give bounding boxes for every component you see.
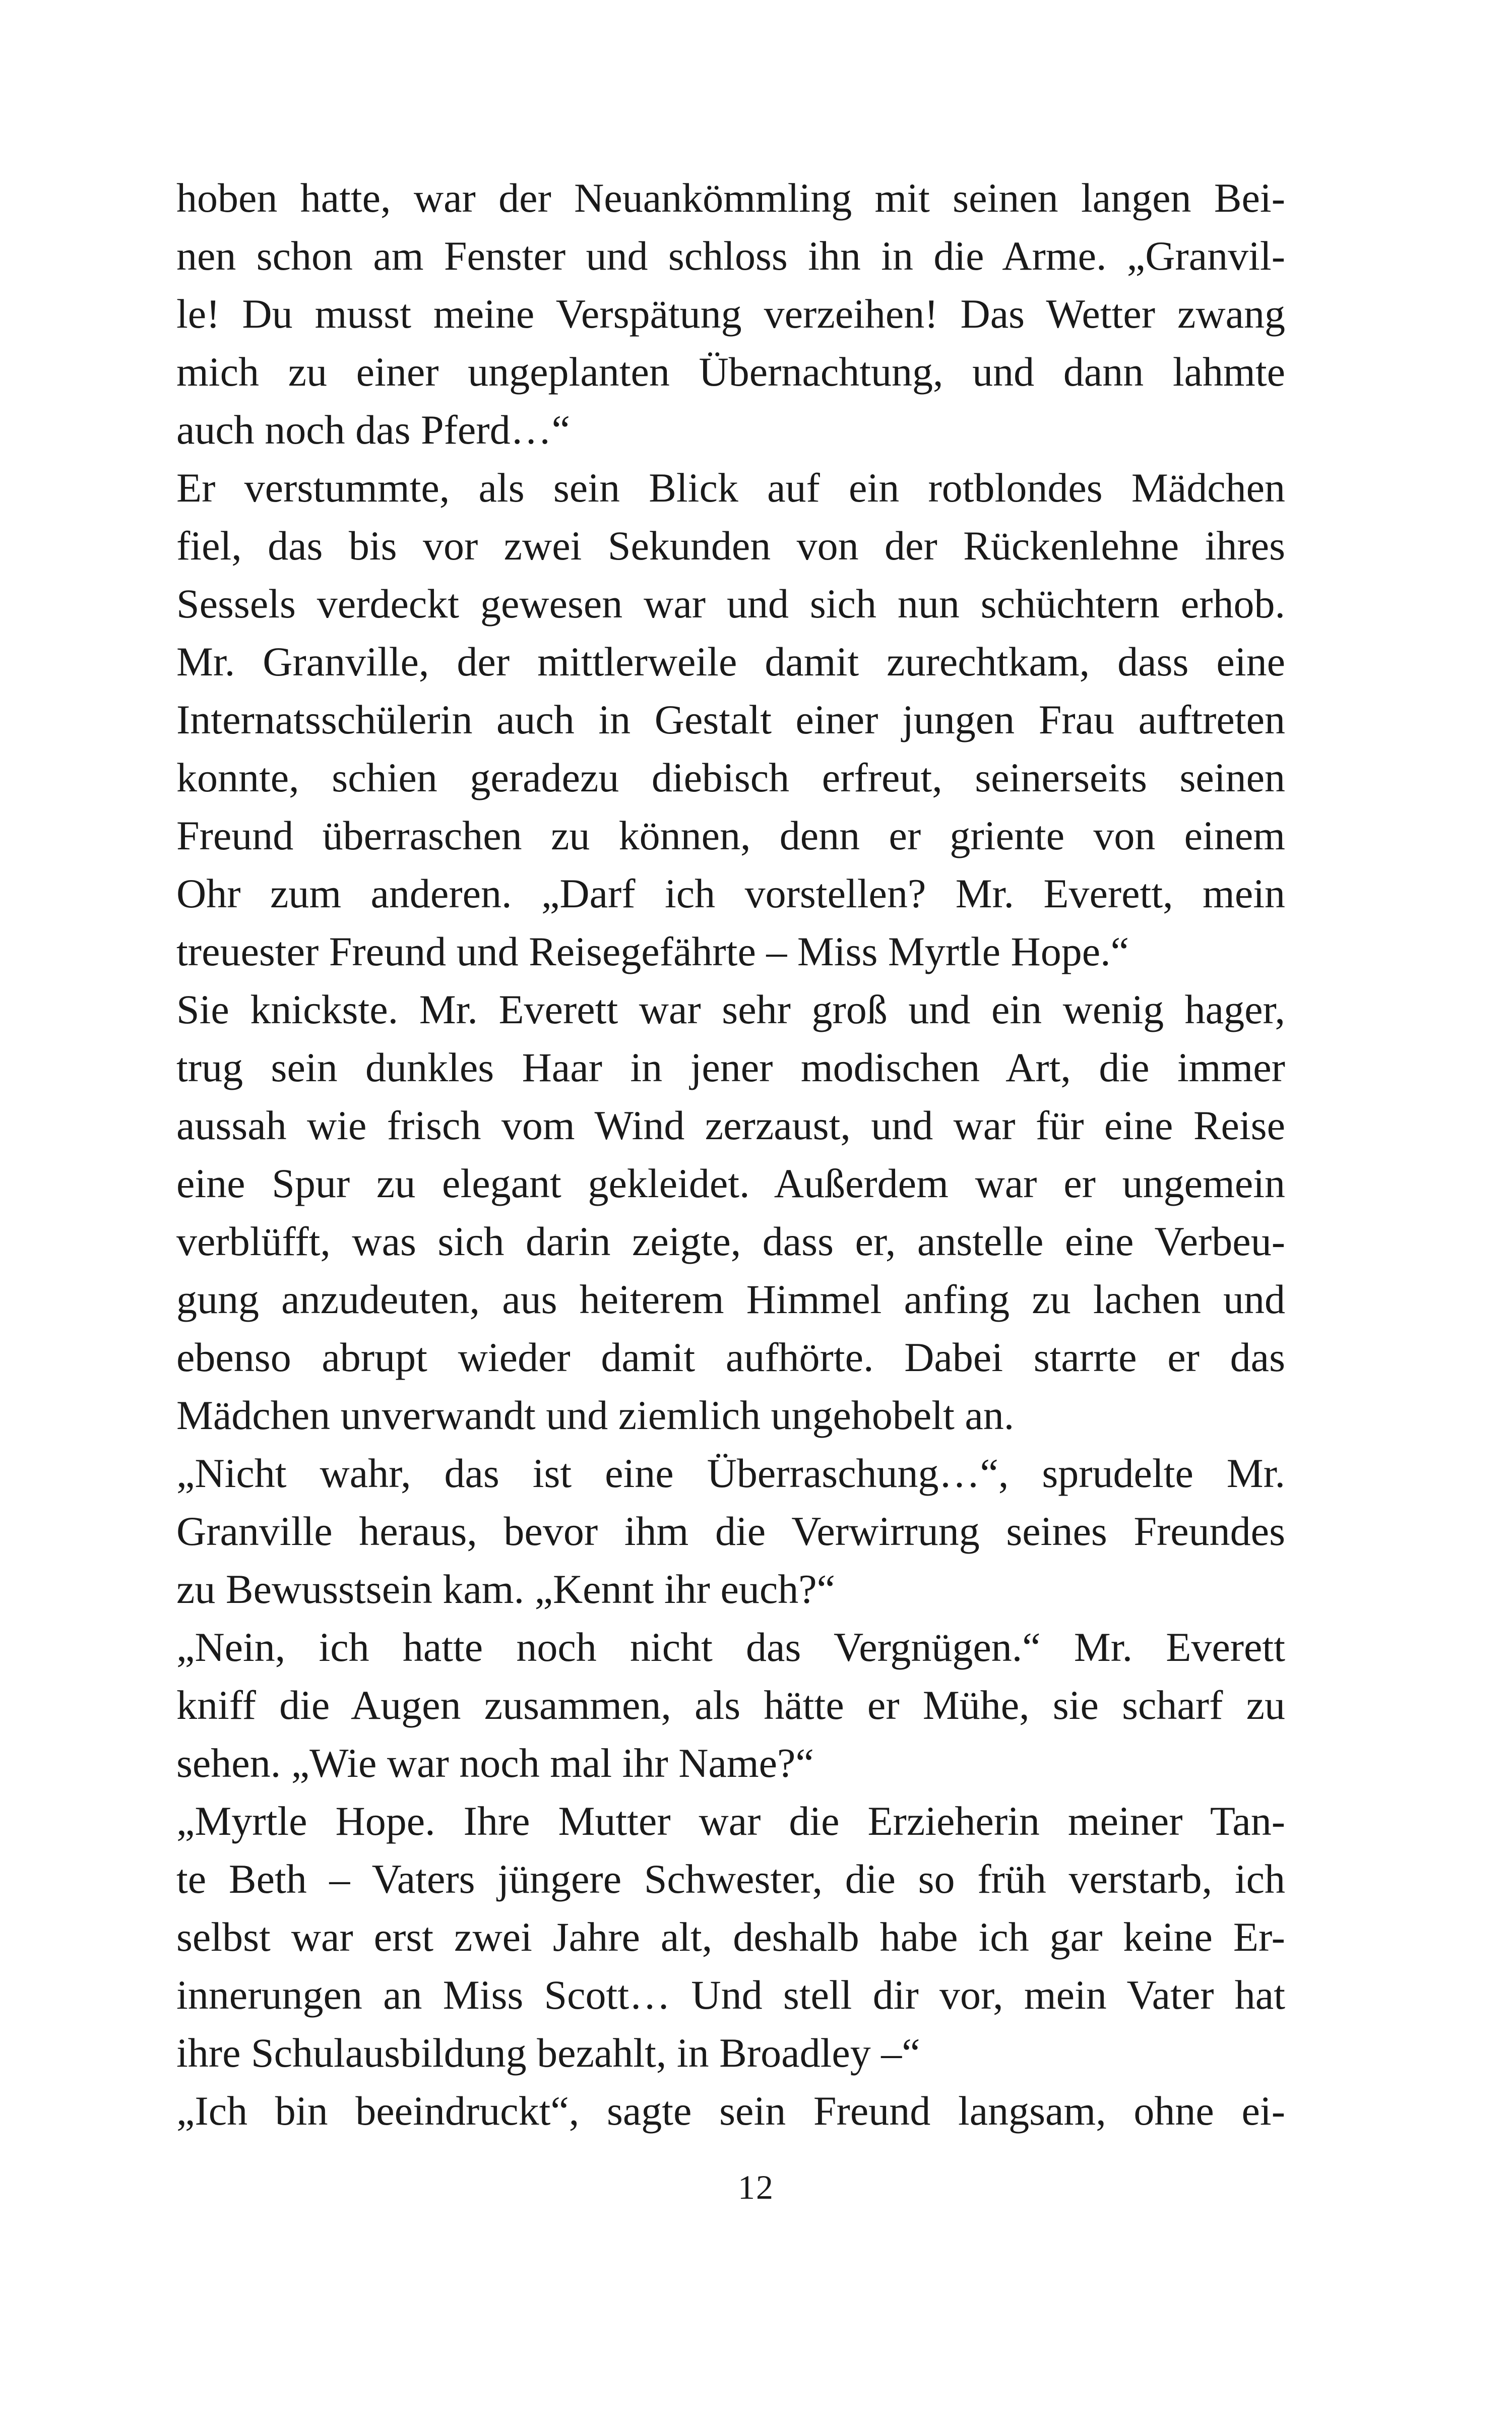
- page-number: 12: [738, 2168, 774, 2206]
- text-line: Mädchen unverwandt und ziemlich ungehobelt an.: [176, 1392, 1015, 1438]
- text-line: Mr. Granville, der mittlerweile damit zurechtkam, dass eine: [176, 639, 1285, 685]
- text-line: „Ich bin beeindruckt“, sagte sein Freund langsam, ohne ei-: [176, 2088, 1285, 2134]
- body-text: [176, 169, 1285, 2140]
- text-line: Internatsschülerin auch in Gestalt einer jungen Frau auftreten: [176, 697, 1285, 742]
- text-line: verblüfft, was sich darin zeigte, dass er, anstelle eine Verbeu-: [176, 1218, 1285, 1264]
- text-line: Er verstummte, als sein Blick auf ein rotblondes Mädchen: [176, 465, 1285, 511]
- text-line: te Beth – Vaters jüngere Schwester, die so früh verstarb, ich: [176, 1856, 1285, 1902]
- text-line: gung anzudeuten, aus heiterem Himmel anfing zu lachen und: [176, 1276, 1285, 1322]
- text-line: kniff die Augen zusammen, als hätte er Mühe, sie scharf zu: [176, 1682, 1285, 1728]
- text-line: fiel, das bis vor zwei Sekunden von der Rückenlehne ihres: [176, 523, 1285, 569]
- text-line: Granville heraus, bevor ihm die Verwirrung seines Freundes: [176, 1508, 1285, 1554]
- text-line: „Nicht wahr, das ist eine Überraschung…“, sprudelte Mr.: [176, 1450, 1285, 1496]
- text-line: „Myrtle Hope. Ihre Mutter war die Erzieherin meiner Tan-: [176, 1798, 1285, 1844]
- text-line: sehen. „Wie war noch mal ihr Name?“: [176, 1740, 814, 1786]
- text-line: mich zu einer ungeplanten Übernachtung, und dann lahmte: [176, 349, 1285, 395]
- text-line: Freund überraschen zu können, denn er griente von einem: [176, 813, 1285, 858]
- text-line: zu Bewusstsein kam. „Kennt ihr euch?“: [176, 1566, 836, 1612]
- text-line: trug sein dunkles Haar in jener modischen Art, die immer: [176, 1044, 1285, 1090]
- text-line: nen schon am Fenster und schloss ihn in die Arme. „Granvil-: [176, 233, 1285, 279]
- text-line: aussah wie frisch vom Wind zerzaust, und war für eine Reise: [176, 1102, 1285, 1148]
- text-line: konnte, schien geradezu diebisch erfreut, seinerseits seinen: [176, 755, 1285, 800]
- text-line: ihre Schulausbildung bezahlt, in Broadley –“: [176, 2030, 920, 2076]
- text-line: le! Du musst meine Verspätung verzeihen! Das Wetter zwang: [176, 291, 1285, 337]
- text-line: selbst war erst zwei Jahre alt, deshalb habe ich gar keine Er-: [176, 1914, 1285, 1960]
- text-line: Sessels verdeckt gewesen war und sich nun schüchtern erhob.: [176, 581, 1285, 627]
- text-line: treuester Freund und Reisegefährte – Miss Myrtle Hope.“: [176, 928, 1129, 974]
- text-line: Sie knickste. Mr. Everett war sehr groß und ein wenig hager,: [176, 986, 1285, 1032]
- text-line: „Nein, ich hatte noch nicht das Vergnügen.“ Mr. Everett: [176, 1624, 1285, 1670]
- text-line: Ohr zum anderen. „Darf ich vorstellen? Mr. Everett, mein: [176, 871, 1285, 916]
- text-line: hoben hatte, war der Neuankömmling mit seinen langen Bei-: [176, 175, 1285, 221]
- text-line: auch noch das Pferd…“: [176, 407, 571, 453]
- text-line: eine Spur zu elegant gekleidet. Außerdem war er ungemein: [176, 1160, 1285, 1206]
- text-line: innerungen an Miss Scott… Und stell dir vor, mein Vater hat: [176, 1972, 1285, 2018]
- text-line: ebenso abrupt wieder damit aufhörte. Dabei starrte er das: [176, 1334, 1285, 1380]
